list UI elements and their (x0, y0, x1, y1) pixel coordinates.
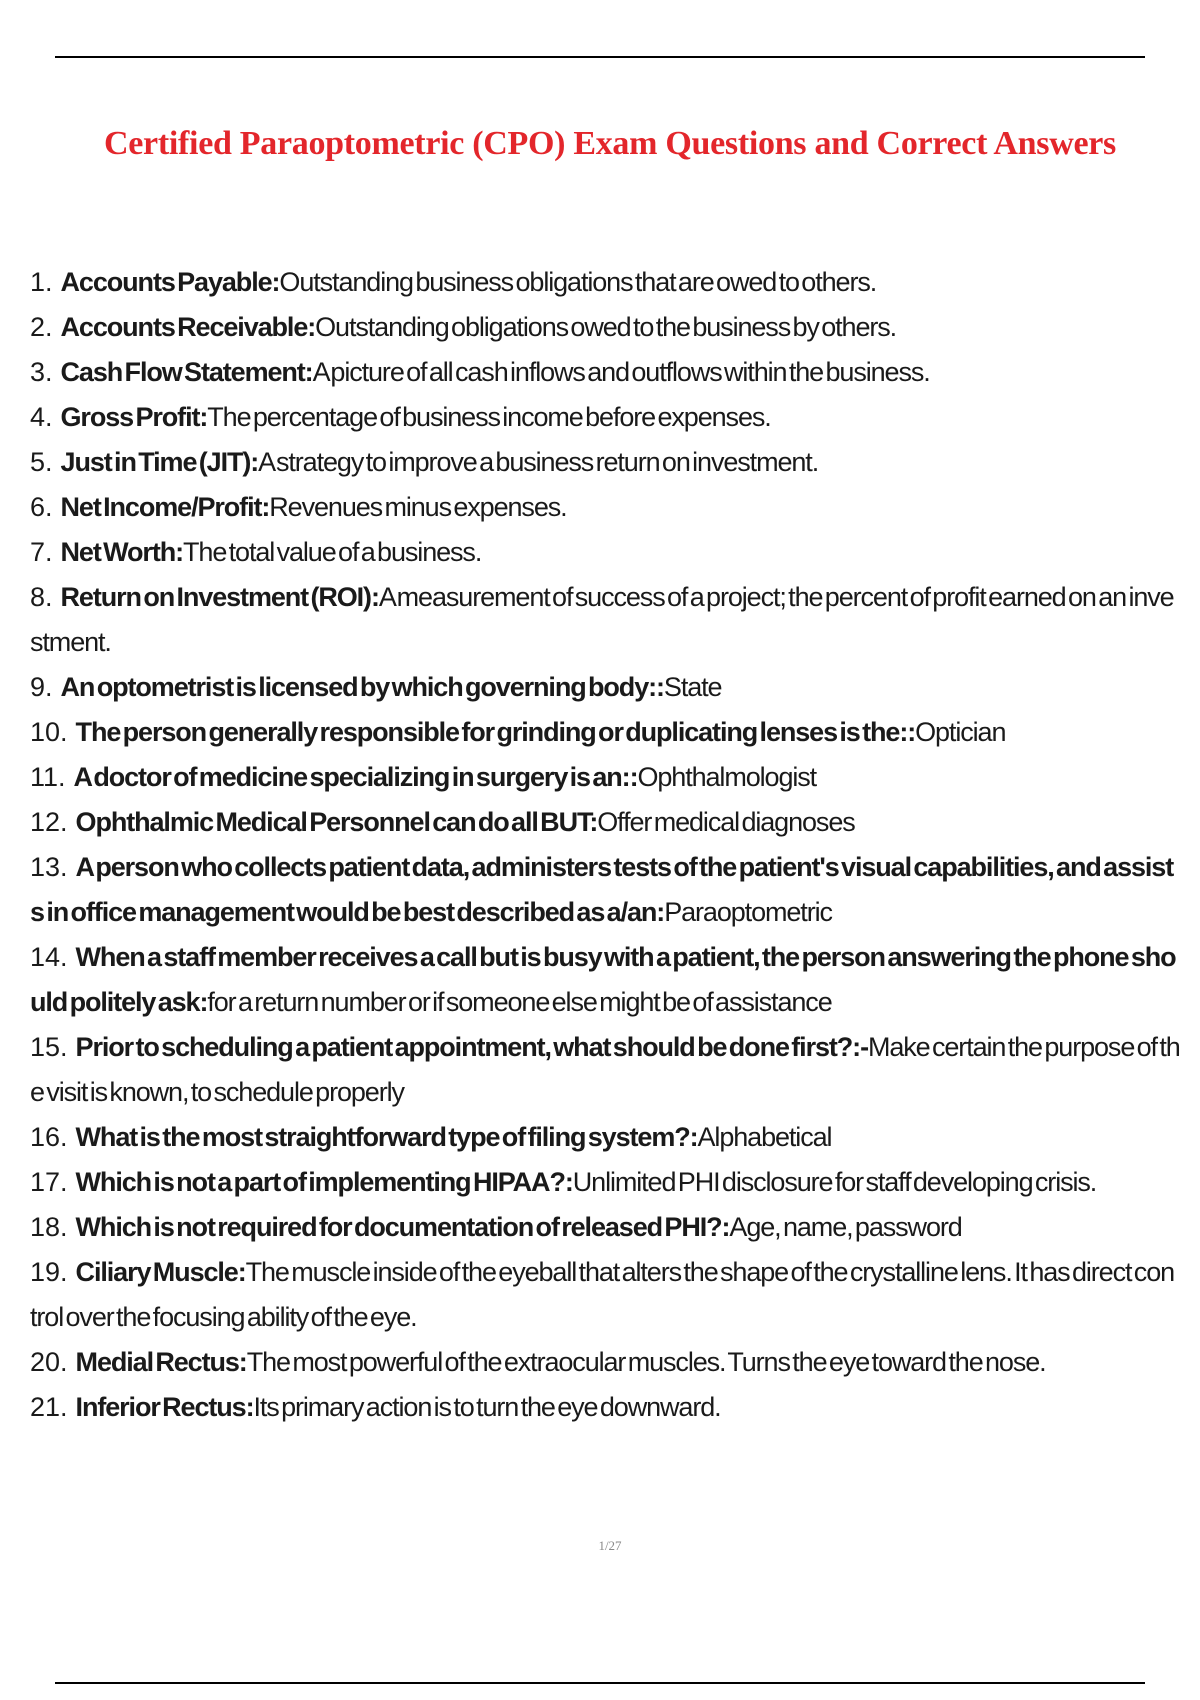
qa-answer: A strategy to improve a business return on investment. (258, 447, 819, 477)
qa-item (30, 575, 1180, 665)
document-title: Certified Paraoptometric (CPO) Exam Questions and Correct Answers (104, 125, 1116, 162)
qa-question: When a staff member receives a call but is busy with a patient, the person answering the phone should politely ask: (30, 942, 1176, 1017)
qa-number: 18. (30, 1212, 68, 1242)
qa-question: Medial Rectus: (75, 1347, 247, 1377)
qa-number: 10. (30, 717, 68, 747)
qa-question: A person who collects patient data, administers tests of the patient's visual capabilities, and assists in office management would be best described as a/an: (30, 852, 1174, 927)
qa-number: 20. (30, 1347, 68, 1377)
qa-answer: for a return number or if someone else might be of assistance (207, 987, 832, 1017)
qa-answer: Optician (915, 717, 1006, 747)
qa-question: A doctor of medicine specializing in surgery is an:: (73, 762, 638, 792)
qa-item (30, 1205, 1180, 1250)
qa-answer: Ophthalmologist (637, 762, 817, 792)
qa-number: 15. (30, 1032, 68, 1062)
qa-number: 12. (30, 807, 68, 837)
qa-answer: The percentage of business income before expenses. (207, 402, 771, 432)
qa-item (30, 1250, 1180, 1340)
qa-item (30, 710, 1180, 755)
qa-answer: Its primary action is to turn the eye downward. (253, 1392, 721, 1422)
qa-number: 2. (30, 312, 53, 342)
qa-number: 14. (30, 942, 68, 972)
qa-number: 13. (30, 852, 68, 882)
qa-number: 17. (30, 1167, 68, 1197)
qa-number: 8. (30, 582, 53, 612)
qa-answer: State (663, 672, 722, 702)
qa-number: 9. (30, 672, 53, 702)
qa-question: Net Worth: (60, 537, 184, 567)
qa-answer: Alphabetical (697, 1122, 832, 1152)
qa-answer: Outstanding obligations owed to the business by others. (315, 312, 897, 342)
qa-question: Accounts Receivable: (60, 312, 316, 342)
qa-item (30, 530, 1180, 575)
qa-question: Ciliary Muscle: (75, 1257, 246, 1287)
qa-item (30, 755, 1180, 800)
qa-number: 5. (30, 447, 53, 477)
qa-answer: A measurement of success of a project; the percent of profit earned on an investment. (30, 582, 1174, 657)
qa-number: 21. (30, 1392, 68, 1422)
qa-question: Prior to scheduling a patient appointment, what should be done first?:- (75, 1032, 868, 1062)
qa-answer: The total value of a business. (183, 537, 482, 567)
question-answer-list (30, 260, 1180, 1430)
qa-item (30, 485, 1180, 530)
qa-number: 7. (30, 537, 53, 567)
qa-question: Gross Profit: (60, 402, 208, 432)
qa-answer: Offer medical diagnoses (597, 807, 855, 837)
qa-item (30, 440, 1180, 485)
qa-number: 6. (30, 492, 53, 522)
qa-item (30, 1160, 1180, 1205)
qa-question: Just in Time (JIT): (60, 447, 259, 477)
qa-number: 19. (30, 1257, 68, 1287)
qa-answer: Paraoptometric (664, 897, 832, 927)
qa-item (30, 665, 1180, 710)
qa-number: 4. (30, 402, 53, 432)
qa-question: An optometrist is licensed by which governing body:: (60, 672, 664, 702)
qa-item (30, 1385, 1180, 1430)
bottom-divider (55, 1682, 1145, 1684)
qa-item (30, 260, 1180, 305)
qa-answer: The muscle inside of the eyeball that alters the shape of the crystalline lens. It has direct control over the focusing ability of the eye. (30, 1257, 1175, 1332)
qa-question: The person generally responsible for grinding or duplicating lenses is the:: (75, 717, 916, 747)
qa-answer: A picture of all cash inflows and outflows within the business. (312, 357, 930, 387)
qa-item (30, 395, 1180, 440)
qa-question: What is the most straightforward type of filing system?: (75, 1122, 698, 1152)
qa-question: Net Income/Profit: (60, 492, 270, 522)
qa-item (30, 935, 1180, 1025)
page-number: 1/27 (598, 1538, 622, 1553)
qa-answer: Age, name, password (729, 1212, 962, 1242)
qa-number: 1. (30, 267, 53, 297)
qa-question: Accounts Payable: (60, 267, 280, 297)
qa-question: Return on Investment (ROI): (60, 582, 379, 612)
qa-item (30, 350, 1180, 395)
qa-answer: Unlimited PHI disclosure for staff developing crisis. (572, 1167, 1097, 1197)
qa-number: 16. (30, 1122, 68, 1152)
qa-answer: Revenues minus expenses. (269, 492, 567, 522)
qa-answer: Make certain the purpose of the visit is known, to schedule properly (30, 1032, 1180, 1107)
qa-question: Ophthalmic Medical Personnel can do all BUT: (75, 807, 598, 837)
qa-question: Which is not required for documentation of released PHI?: (75, 1212, 730, 1242)
qa-item (30, 1115, 1180, 1160)
qa-number: 11. (30, 762, 66, 792)
qa-item (30, 1025, 1180, 1115)
qa-answer: Outstanding business obligations that are owed to others. (279, 267, 877, 297)
qa-answer: The most powerful of the extraocular muscles. Turns the eye toward the nose. (246, 1347, 1046, 1377)
qa-number: 3. (30, 357, 53, 387)
qa-item (30, 1340, 1180, 1385)
qa-question: Which is not a part of implementing HIPAA?: (75, 1167, 573, 1197)
qa-question: Inferior Rectus: (75, 1392, 254, 1422)
qa-question: Cash Flow Statement: (60, 357, 313, 387)
qa-item (30, 800, 1180, 845)
top-divider (55, 56, 1145, 58)
qa-item (30, 845, 1180, 935)
qa-item (30, 305, 1180, 350)
